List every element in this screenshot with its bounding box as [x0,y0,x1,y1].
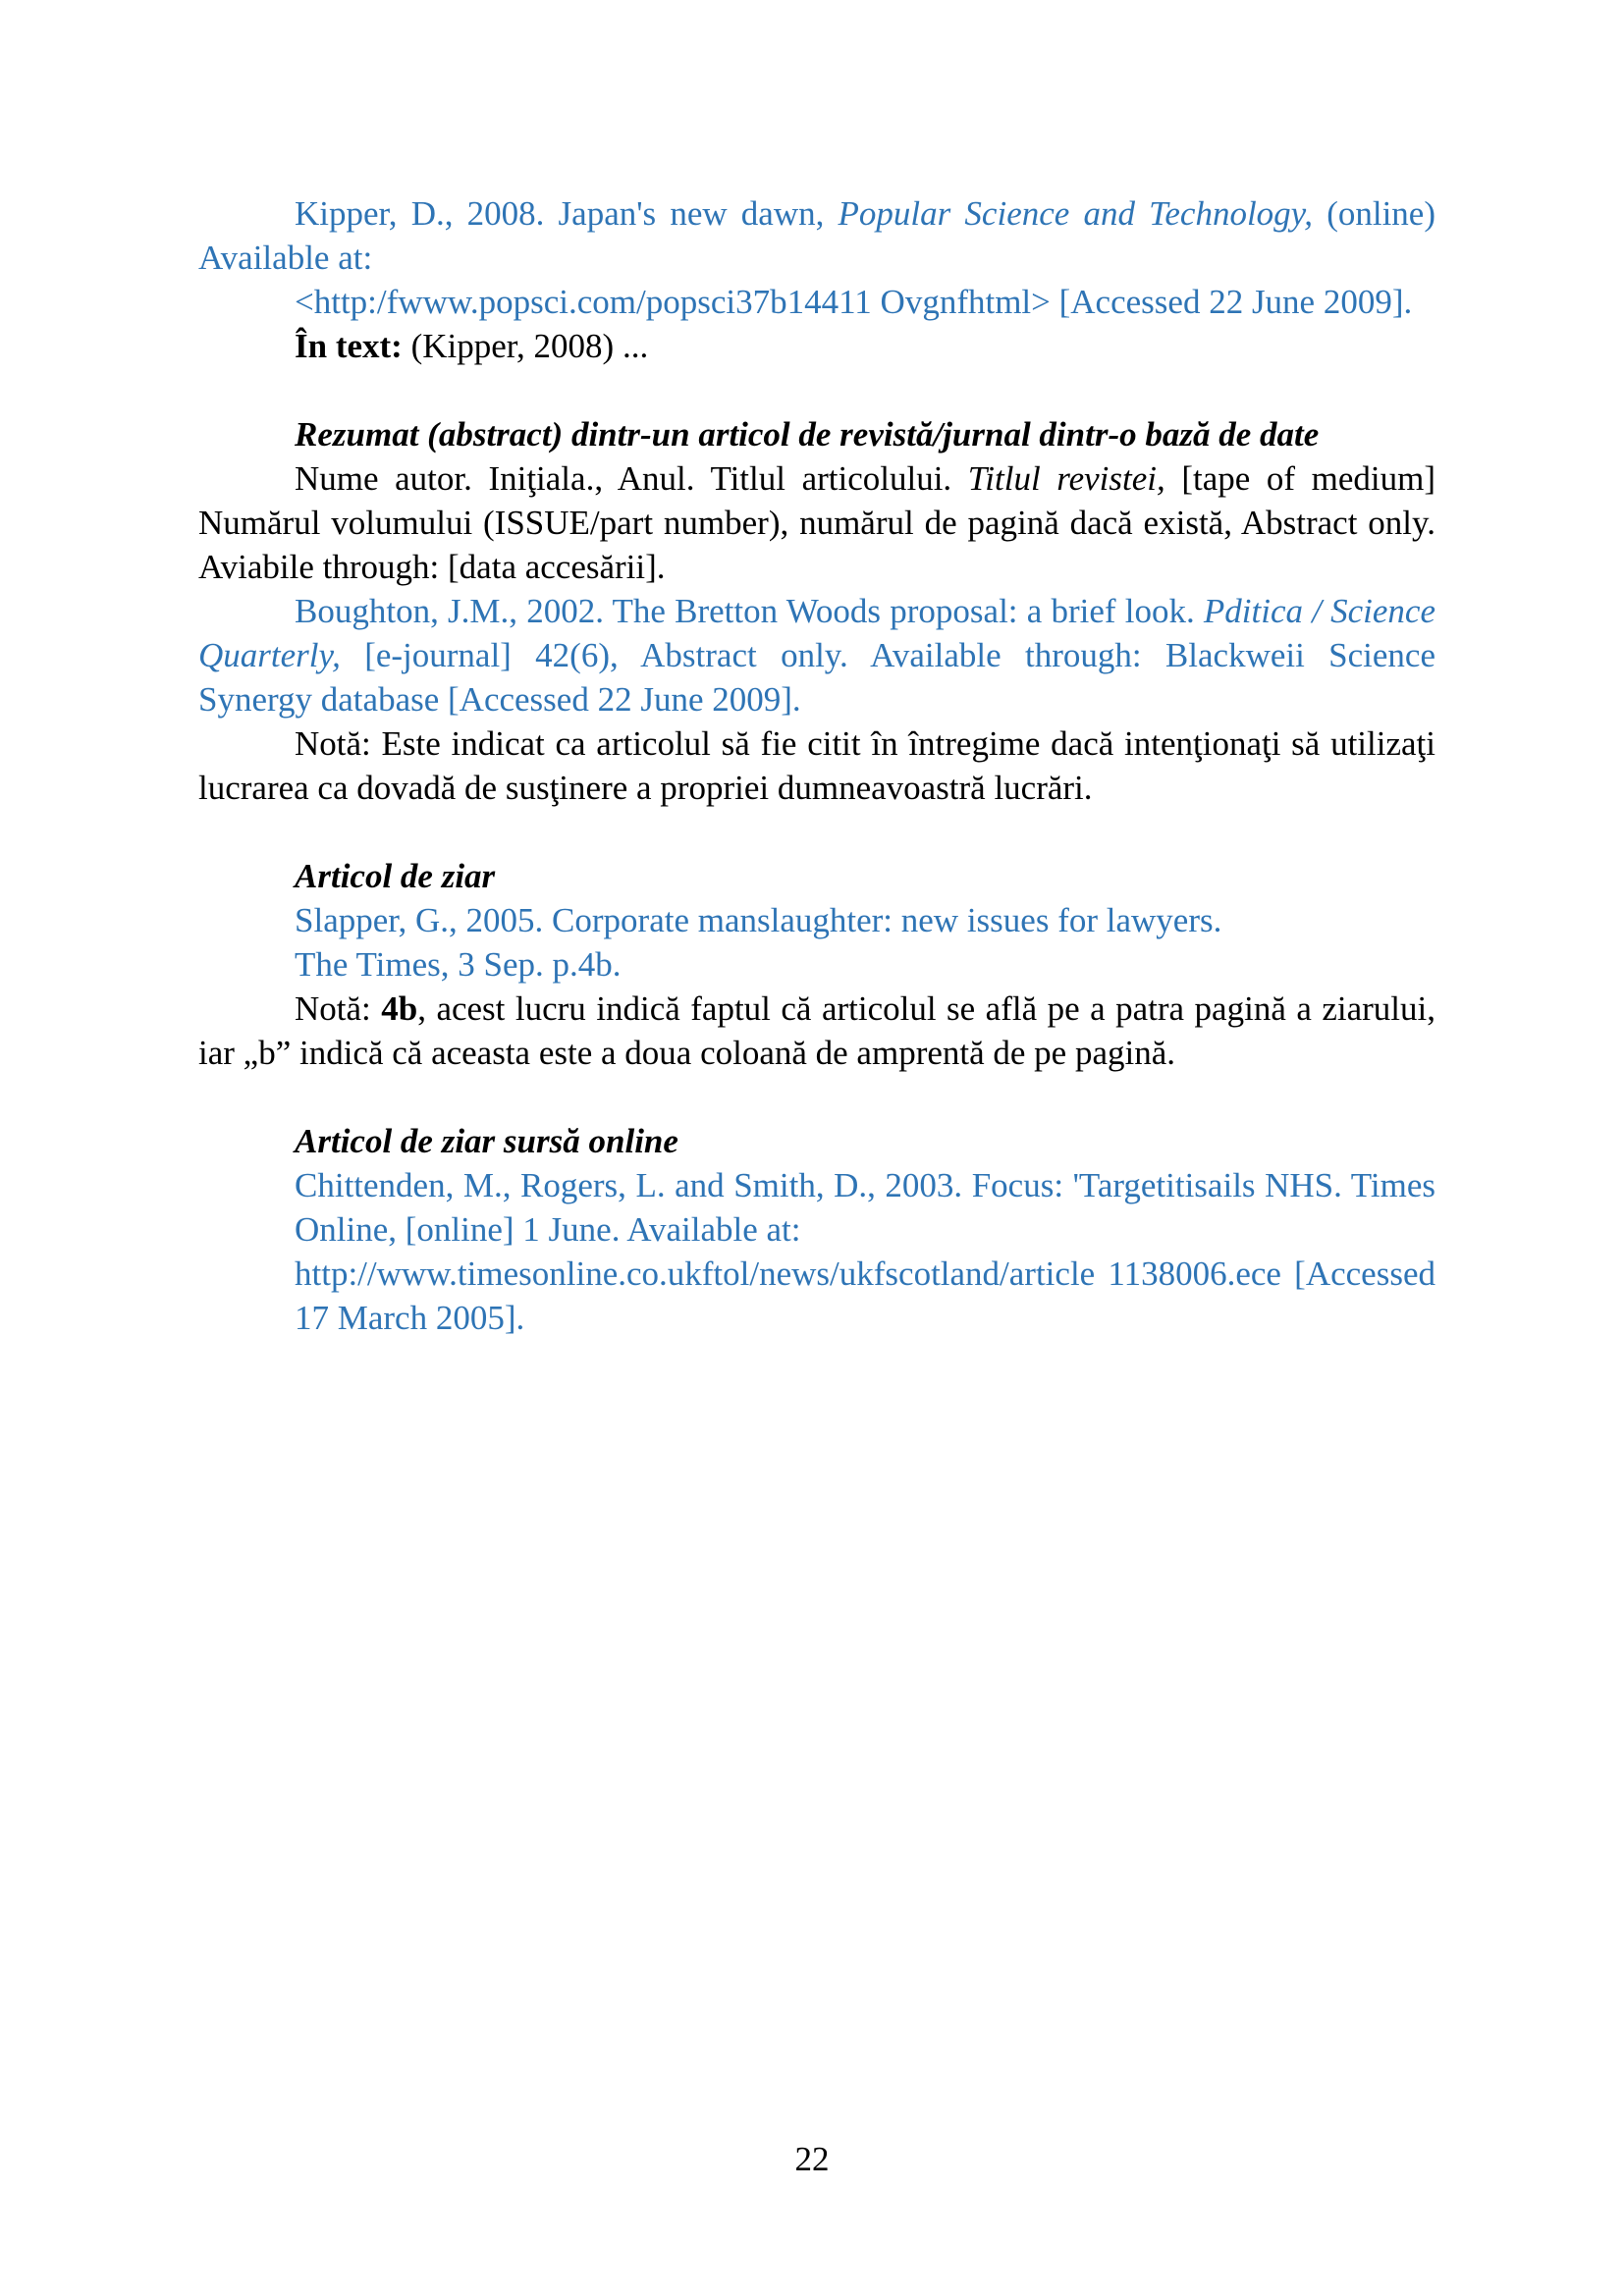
reference-kipper [198,191,1435,324]
in-text-label: În text: [295,327,403,365]
reference-chittenden-a: Chittenden, M., Rogers, L. and Smith, D., 2003. Focus: 'Targetitisails NHS. Times Online, [online] 1 June. Available at: [295,1166,1435,1249]
reference-slapper [198,898,1435,987]
reference-kipper-lead: Kipper, D., 2008. Japan's new dawn, [295,194,825,233]
note-newspaper-b: , acest lucru indică faptul că articolul se află pe a patra pagină a ziarului, iar „b” indică că aceasta este a doua coloană de amprentă de pe pagină. [198,989,1435,1072]
reference-boughton-lead: Boughton, J.M., 2002. The Bretton Woods proposal: a brief look. [295,592,1195,630]
in-text-value: (Kipper, 2008) ... [410,327,649,365]
format-abstract-a: Nume autor. Iniţiala., Anul. Titlul articolului. [295,459,952,498]
in-text-citation [198,324,1435,368]
note-newspaper-bold: 4b [381,989,418,1028]
spacer [198,810,1435,854]
reference-boughton [198,589,1435,721]
note-newspaper [198,987,1435,1075]
note-newspaper-a: Notă: [295,989,371,1028]
reference-kipper-url: <http:/fwww.popsci.com/popsci37b14411 Ovgnfhtml> [Accessed 22 June 2009]. [295,283,1413,321]
format-abstract-title: Titlul revistei, [967,459,1165,498]
note-abstract: Notă: Este indicat ca articolul să fie citit în întregime dacă intenţionaţi să utilizaţi lucrarea ca dovadă de susţinere a propriei dumneavoastră lucrări. [198,724,1435,807]
page-number: 22 [794,2140,830,2178]
reference-kipper-journal: Popular Science and Technology, [838,194,1314,233]
section-heading-newspaper: Articol de ziar [295,857,496,895]
reference-slapper-line2: The Times, 3 Sep. p.4b. [295,945,622,984]
spacer [198,368,1435,412]
section-heading-abstract: Rezumat (abstract) dintr-un articol de revistă/jurnal dintr-o bază de date [295,415,1320,454]
format-abstract-b: [tape of medium] Numărul volumului (ISSUE/part number), numărul de pagină dacă există, Abstract only. Aviabile through: [data accesării]. [198,459,1436,586]
reference-chittenden [198,1163,1435,1340]
reference-slapper-line1: Slapper, G., 2005. Corporate manslaughter: new issues for lawyers. [295,901,1222,939]
reference-chittenden-url: http://www.timesonline.co.ukftol/news/ukfscotland/article 1138006.ece [Accessed 17 March 2005]. [295,1255,1435,1337]
reference-boughton-journal: Pditica / Science Quarterly, [198,592,1435,674]
spacer [198,1075,1435,1119]
reference-boughton-rest: [e-journal] 42(6), Abstract only. Available through: Blackweii Science Synergy database [Accessed 22 June 2009]. [198,636,1435,719]
page-content [198,191,1435,1340]
section-heading-online-newspaper: Articol de ziar sursă online [295,1122,678,1160]
reference-kipper-rest: (online) Available at: [198,194,1435,277]
format-abstract [198,456,1435,589]
